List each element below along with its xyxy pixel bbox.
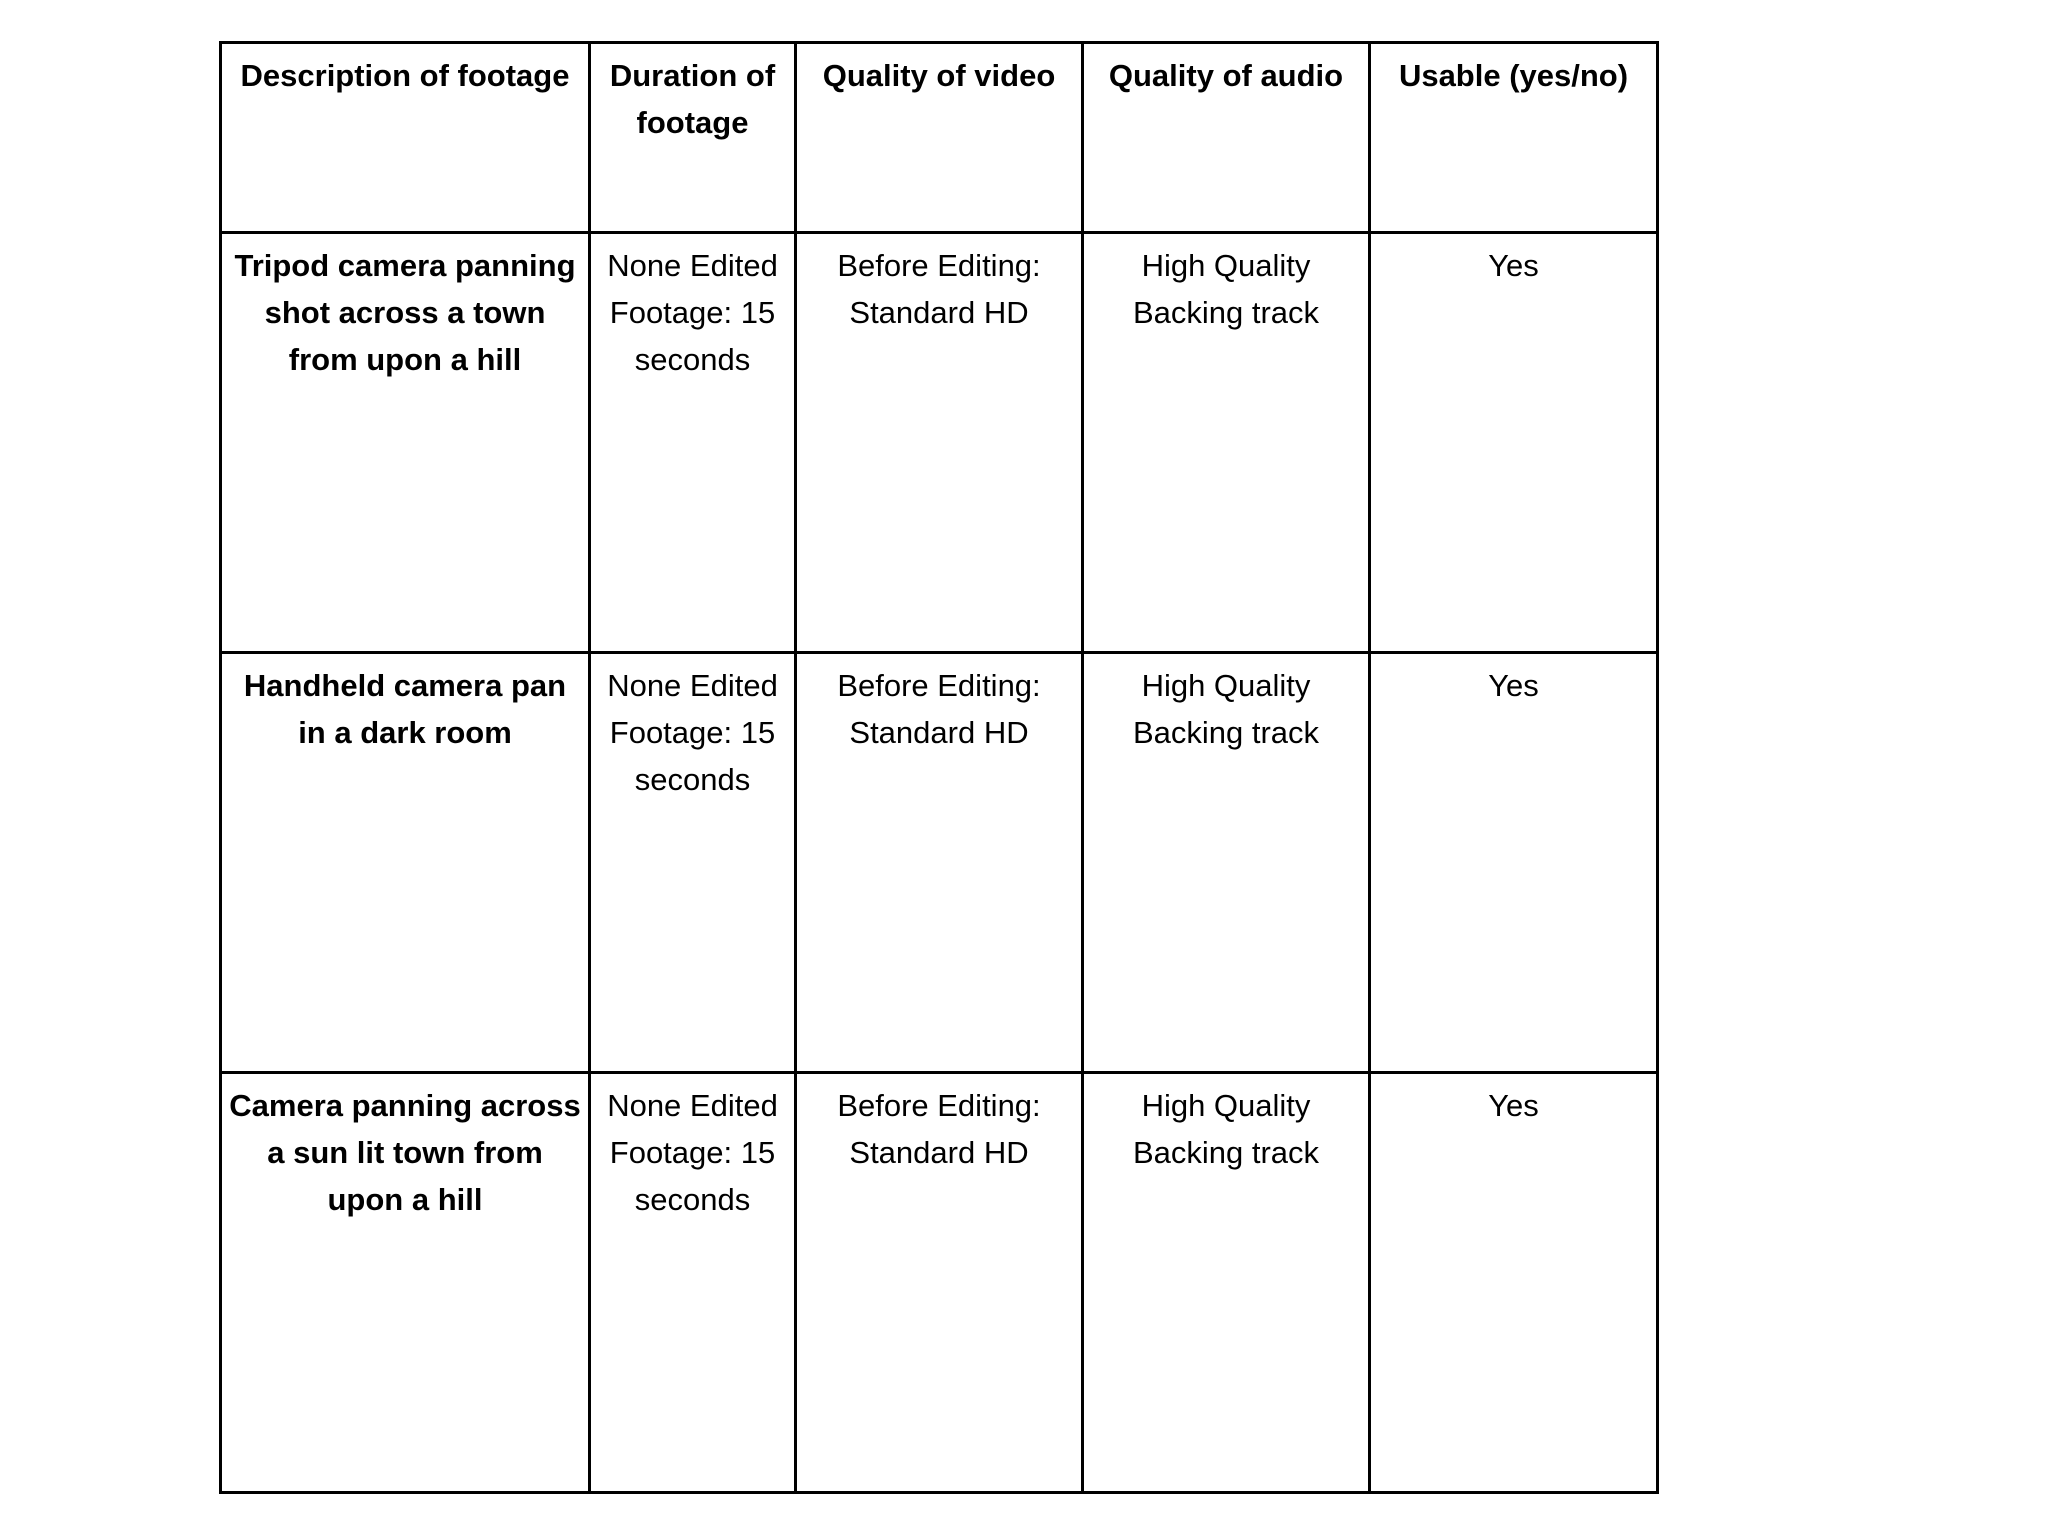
- cell-duration: None Edited Footage: 15 seconds: [590, 1073, 796, 1493]
- table-row: [221, 1073, 1658, 1493]
- cell-duration: None Edited Footage: 15 seconds: [590, 653, 796, 1073]
- table-row: [221, 233, 1658, 653]
- header-video-quality: Quality of video: [796, 43, 1083, 233]
- table-body: [221, 233, 1658, 1493]
- cell-usable: Yes: [1370, 233, 1658, 653]
- header-duration: Duration of footage: [590, 43, 796, 233]
- header-description: Description of footage: [221, 43, 590, 233]
- header-usable: Usable (yes/no): [1370, 43, 1658, 233]
- table-header: [221, 43, 1658, 233]
- footage-log-table: [219, 41, 1659, 1494]
- cell-audio-quality: High Quality Backing track: [1083, 1073, 1370, 1493]
- cell-usable: Yes: [1370, 653, 1658, 1073]
- cell-video-quality: Before Editing: Standard HD: [796, 653, 1083, 1073]
- cell-description: Camera panning across a sun lit town from upon a hill: [221, 1073, 590, 1493]
- cell-video-quality: Before Editing: Standard HD: [796, 1073, 1083, 1493]
- cell-description: Tripod camera panning shot across a town from upon a hill: [221, 233, 590, 653]
- table-row: [221, 653, 1658, 1073]
- cell-video-quality: Before Editing: Standard HD: [796, 233, 1083, 653]
- cell-audio-quality: High Quality Backing track: [1083, 233, 1370, 653]
- cell-duration: None Edited Footage: 15 seconds: [590, 233, 796, 653]
- cell-audio-quality: High Quality Backing track: [1083, 653, 1370, 1073]
- cell-usable: Yes: [1370, 1073, 1658, 1493]
- header-audio-quality: Quality of audio: [1083, 43, 1370, 233]
- cell-description: Handheld camera pan in a dark room: [221, 653, 590, 1073]
- header-row: [221, 43, 1658, 233]
